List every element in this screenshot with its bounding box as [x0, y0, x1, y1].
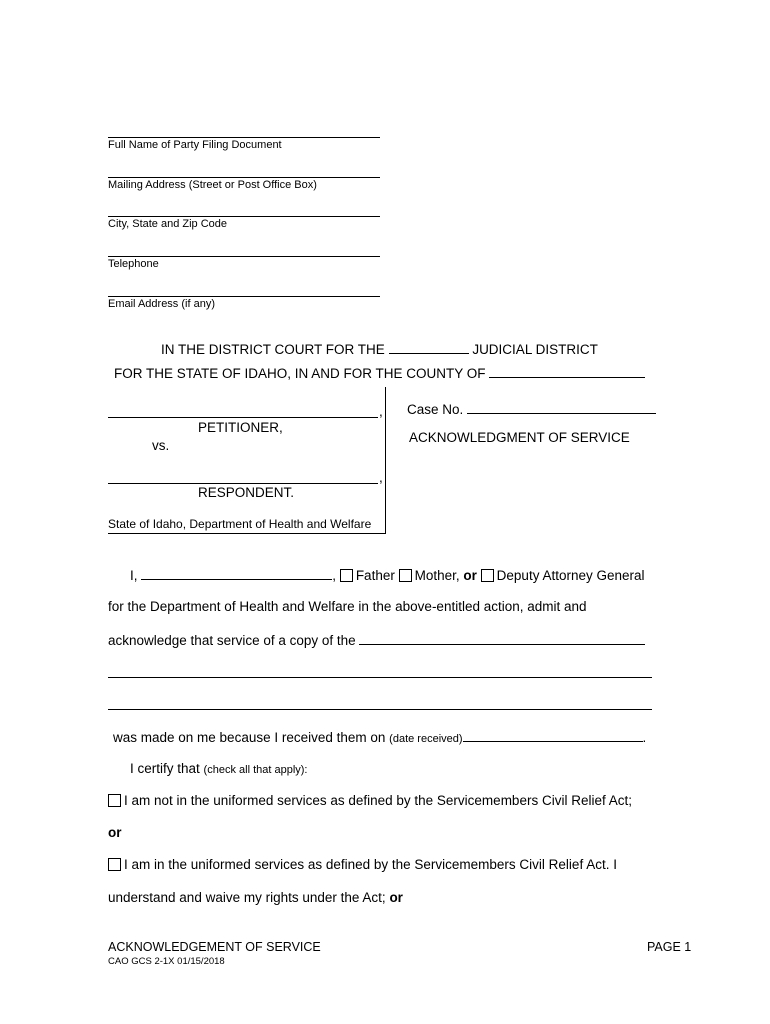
footer-title: ACKNOWLEDGEMENT OF SERVICE: [108, 940, 321, 954]
respondent-label: RESPONDENT.: [198, 485, 295, 500]
father-label: Father: [355, 568, 395, 583]
state-party-label: State of Idaho, Department of Health and Welfare: [108, 517, 372, 531]
court-line1-suffix: JUDICIAL DISTRICT: [472, 342, 598, 357]
telephone-line[interactable]: [108, 256, 380, 257]
vs-label: vs.: [152, 438, 170, 453]
footer-form-id: CAO GCS 2-1X 01/15/2018: [108, 956, 225, 967]
mother-label: Mother,: [414, 568, 460, 583]
document-title: ACKNOWLEDGMENT OF SERVICE: [409, 430, 630, 445]
full-name-line[interactable]: [108, 137, 380, 138]
option2-row: [108, 857, 617, 872]
body-line1: [130, 566, 645, 583]
comma: ,: [332, 568, 337, 583]
county-field[interactable]: [489, 364, 645, 378]
deputy-checkbox[interactable]: [481, 569, 494, 582]
acknowledge-prefix: acknowledge that service of a copy of the: [108, 633, 356, 648]
deputy-label: Deputy Attorney General: [496, 568, 645, 583]
body-line2: for the Department of Health and Welfare in the above-entitled action, admit and: [108, 599, 587, 614]
email-label: Email Address (if any): [108, 298, 215, 310]
or-separator-text: or: [108, 825, 122, 840]
footer-page: PAGE 1: [647, 940, 692, 954]
mailing-address-label: Mailing Address (Street or Post Office Box): [108, 179, 317, 191]
petitioner-name-line[interactable]: [108, 417, 378, 418]
mailing-address-line[interactable]: [108, 177, 380, 178]
date-received-field[interactable]: [463, 728, 643, 742]
caption-divider: [385, 387, 386, 534]
declarant-name-field[interactable]: [141, 566, 332, 580]
court-heading-line2: [114, 364, 645, 381]
petitioner-label: PETITIONER,: [198, 420, 283, 435]
not-uniformed-checkbox[interactable]: [108, 794, 121, 807]
check-all-label: (check all that apply):: [203, 764, 308, 776]
or-separator: [108, 825, 122, 840]
uniformed-checkbox[interactable]: [108, 858, 121, 871]
option2-or: or: [389, 890, 403, 905]
caption-bottom-line: [108, 533, 385, 534]
body-line3: [108, 631, 645, 648]
full-name-label: Full Name of Party Filing Document: [108, 139, 282, 151]
father-checkbox[interactable]: [340, 569, 353, 582]
option2-cont: understand and waive my rights under the Act;: [108, 890, 386, 905]
email-line[interactable]: [108, 296, 380, 297]
case-number-row: [407, 400, 656, 417]
was-made-row: [113, 728, 646, 745]
city-state-zip-label: City, State and Zip Code: [108, 218, 228, 230]
petitioner-comma: ,: [379, 404, 383, 419]
option1-row: [108, 793, 632, 808]
date-received-label: (date received): [389, 733, 463, 745]
certify-text: I certify that: [130, 761, 200, 776]
case-number-field[interactable]: [467, 400, 656, 414]
certify-row: [130, 761, 307, 776]
i-label: I,: [130, 568, 138, 583]
or-label: or: [463, 568, 477, 583]
option2-text: I am in the uniformed services as defined by the Servicemembers Civil Relief Act. I: [124, 857, 617, 872]
court-line1-prefix: IN THE DISTRICT COURT FOR THE: [161, 342, 385, 357]
respondent-comma: ,: [379, 470, 383, 485]
respondent-name-line[interactable]: [108, 483, 378, 484]
documents-served-line2[interactable]: [108, 677, 652, 678]
was-made-text: was made on me because I received them on: [113, 730, 386, 745]
city-state-zip-line[interactable]: [108, 216, 380, 217]
option2-cont-row: [108, 890, 403, 905]
case-no-label: Case No.: [407, 402, 464, 417]
judicial-district-field[interactable]: [389, 340, 469, 354]
mother-checkbox[interactable]: [399, 569, 412, 582]
option1-text: I am not in the uniformed services as defined by the Servicemembers Civil Relief Act;: [124, 793, 632, 808]
telephone-label: Telephone: [108, 258, 159, 270]
court-line2-prefix: FOR THE STATE OF IDAHO, IN AND FOR THE COUNTY OF: [114, 366, 486, 381]
period: .: [642, 730, 647, 745]
court-heading-line1: [161, 340, 598, 357]
documents-served-field[interactable]: [359, 631, 645, 645]
documents-served-line3[interactable]: [108, 709, 652, 710]
